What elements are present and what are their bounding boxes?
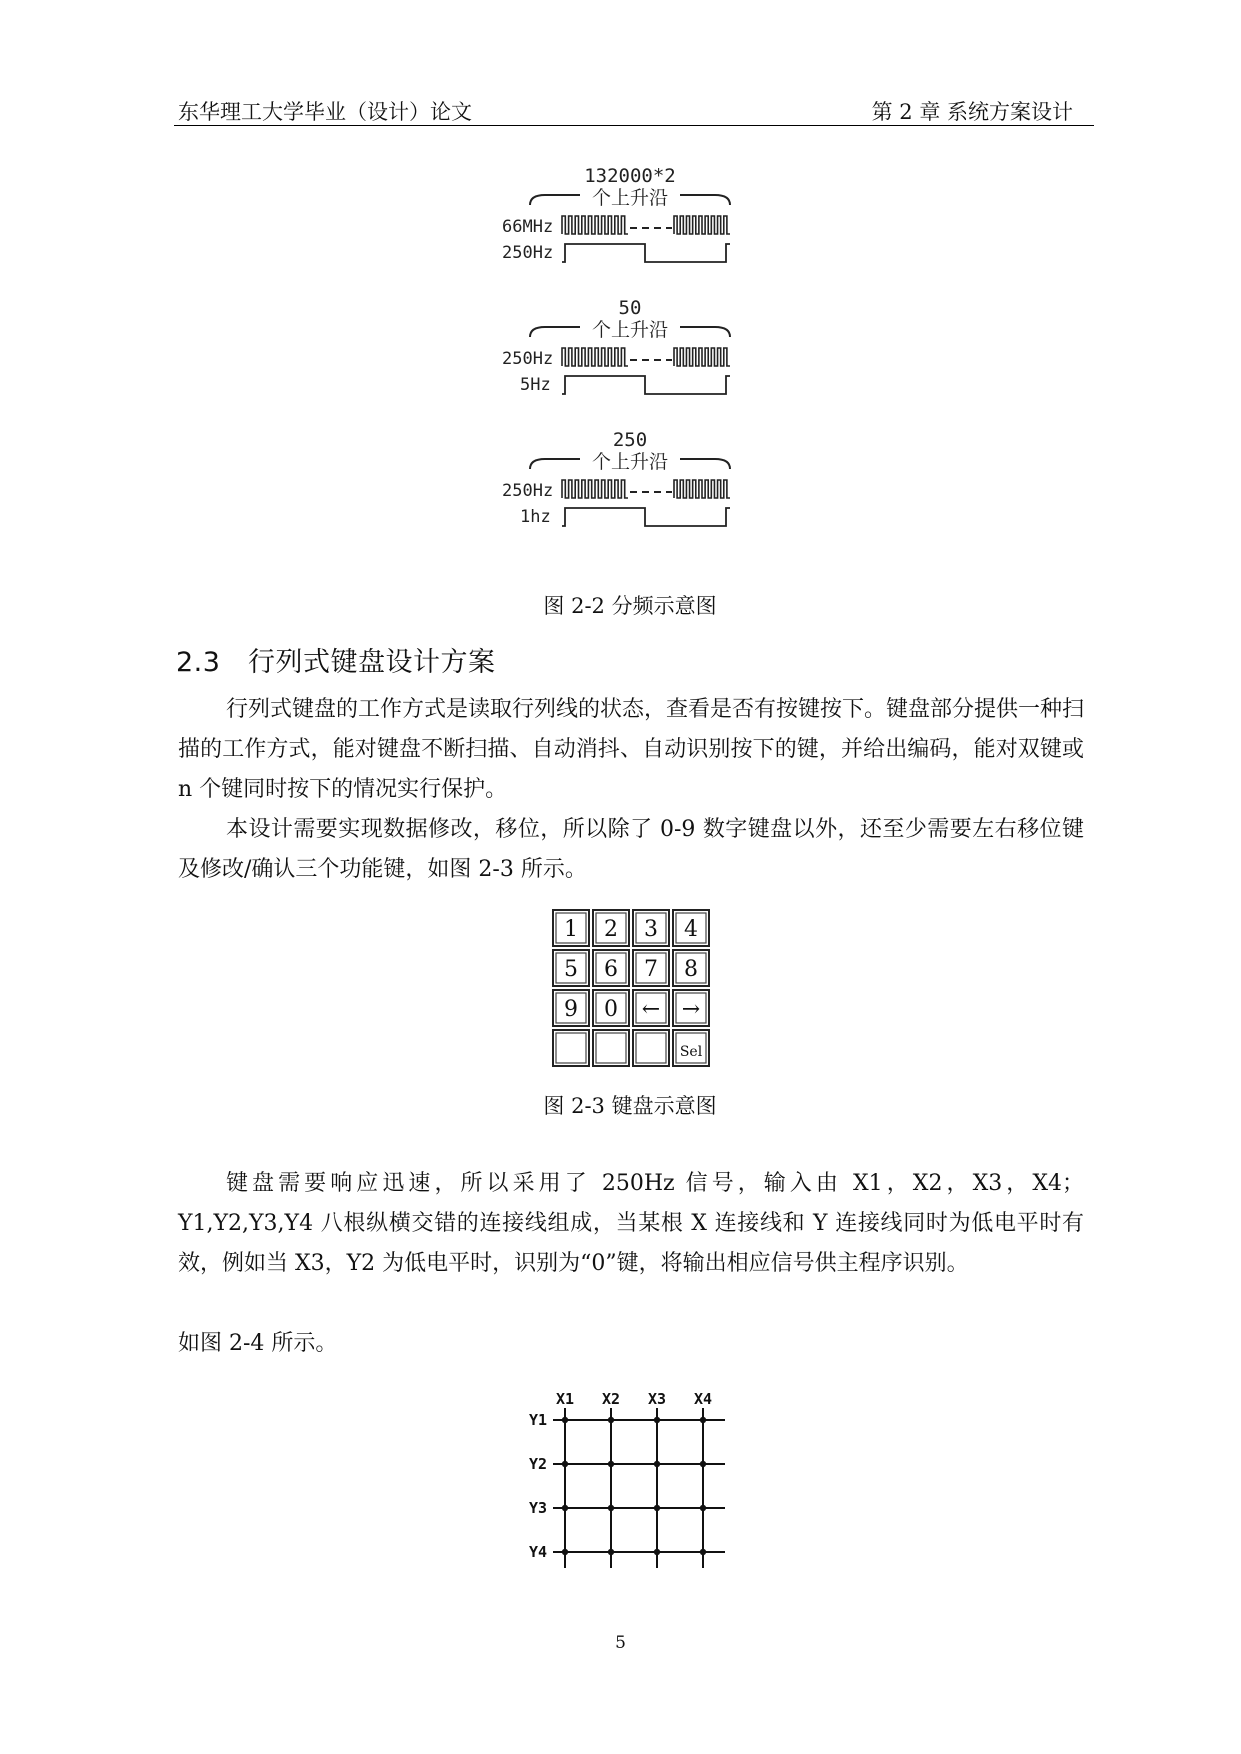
keypad-key (553, 910, 589, 946)
paragraph-keyboard-requirements: 本设计需要实现数据修改，移位，所以除了 0-9 数字键盘以外，还至少需要左右移位键及修改/确认三个功能键，如图 2-3 所示。 (178, 817, 1084, 882)
key-label: → (681, 997, 701, 1022)
fast-clock-wave-left (562, 480, 628, 498)
edge-text: 个上升沿 (591, 319, 669, 341)
keypad-key (553, 990, 589, 1026)
section-heading: 2.3 行列式键盘设计方案 (176, 647, 496, 678)
lower-frequency-label: 1hz (520, 507, 551, 527)
matrix-junction (562, 1461, 568, 1467)
keypad-key (593, 1030, 629, 1066)
paragraph-keyboard-intro: 行列式键盘的工作方式是读取行列线的状态，查看是否有按键按下。键盘部分提供一种扫描的工作方式，能对键盘不断扫描、自动消抖、自动识别按下的键，并给出编码，能对双键或 n 个键同时按下的情况实行保护。 (178, 697, 1085, 802)
key-label: ← (641, 997, 661, 1022)
figure-2-3-caption: 图 2-3 键盘示意图 (543, 1094, 717, 1118)
header-title: 东华理工大学毕业（设计）论文 (178, 100, 472, 124)
edge-text: 个上升沿 (591, 187, 669, 209)
keypad-key (593, 910, 629, 946)
header-rule (174, 125, 1094, 126)
edge-count-label: 250 (612, 429, 648, 451)
page-number: 5 (615, 1633, 626, 1653)
matrix-row-label: Y4 (529, 1543, 548, 1561)
keypad-key (553, 950, 589, 986)
key-label: 6 (604, 957, 618, 982)
keypad-key (593, 990, 629, 1026)
matrix-junction (608, 1417, 614, 1423)
key-label: 8 (684, 957, 698, 982)
keypad-figure (550, 907, 716, 1073)
key-label: 3 (644, 917, 658, 942)
upper-frequency-label: 250Hz (502, 481, 554, 501)
key-label: 9 (564, 997, 578, 1022)
matrix-row-label: Y1 (529, 1411, 548, 1429)
key-label: 1 (564, 917, 578, 942)
paragraph-figure-reference: 如图 2-4 所示。 (178, 1331, 338, 1356)
upper-frequency-label: 250Hz (502, 349, 554, 369)
edge-count-label: 132000*2 (584, 165, 676, 187)
key-label: 4 (684, 917, 698, 942)
key-matrix-figure (525, 1380, 735, 1570)
keypad-key (673, 910, 709, 946)
upper-frequency-label: 66MHz (502, 217, 554, 237)
matrix-junction (654, 1417, 660, 1423)
frequency-division-figure (490, 160, 770, 570)
keypad-key (633, 910, 669, 946)
keypad-key (673, 990, 709, 1026)
matrix-column-label: X3 (647, 1390, 667, 1408)
edge-text: 个上升沿 (591, 451, 669, 473)
key-label: 0 (604, 997, 618, 1022)
fast-clock-wave-left (562, 348, 628, 366)
matrix-junction (700, 1549, 706, 1555)
matrix-column-label: X4 (693, 1390, 713, 1408)
fast-clock-wave-left (562, 216, 628, 234)
matrix-column-label: X1 (555, 1390, 575, 1408)
header-chapter: 第 2 章 系统方案设计 (871, 100, 1073, 124)
figure-2-2-caption: 图 2-2 分频示意图 (543, 594, 717, 618)
matrix-junction (562, 1549, 568, 1555)
key-label: Sel (679, 1044, 703, 1060)
lower-frequency-label: 5Hz (520, 375, 551, 395)
matrix-junction (654, 1549, 660, 1555)
matrix-junction (654, 1461, 660, 1467)
keypad-key (673, 950, 709, 986)
matrix-junction (608, 1505, 614, 1511)
keypad-key (633, 990, 669, 1026)
matrix-junction (700, 1505, 706, 1511)
matrix-junction (700, 1417, 706, 1423)
key-label: 5 (564, 957, 578, 982)
matrix-junction (700, 1461, 706, 1467)
keypad-key (633, 950, 669, 986)
matrix-row-label: Y2 (529, 1455, 548, 1473)
matrix-junction (608, 1461, 614, 1467)
matrix-row-label: Y3 (529, 1499, 548, 1517)
key-label: 7 (644, 957, 658, 982)
keypad-key (553, 1030, 589, 1066)
matrix-junction (562, 1417, 568, 1423)
matrix-junction (608, 1549, 614, 1555)
edge-count-label: 50 (618, 297, 642, 319)
key-label: 2 (604, 917, 618, 942)
matrix-junction (654, 1505, 660, 1511)
matrix-junction (562, 1505, 568, 1511)
keypad-key (593, 950, 629, 986)
paragraph-scan-description: 键盘需要响应迅速，所以采用了 250Hz 信号，输入由 X1，X2，X3，X4；Y1,Y2,Y3,Y4 八根纵横交错的连接线组成，当某根 X 连接线和 Y 连接线同时为低电平时有效，例如当 X3，Y2 为低电平时，识别为“0”键，将输出相应信号供主程序识别。 (178, 1171, 1084, 1276)
keypad-key (633, 1030, 669, 1066)
lower-frequency-label: 250Hz (502, 243, 554, 263)
matrix-column-label: X2 (601, 1390, 621, 1408)
keypad-key (673, 1030, 709, 1066)
